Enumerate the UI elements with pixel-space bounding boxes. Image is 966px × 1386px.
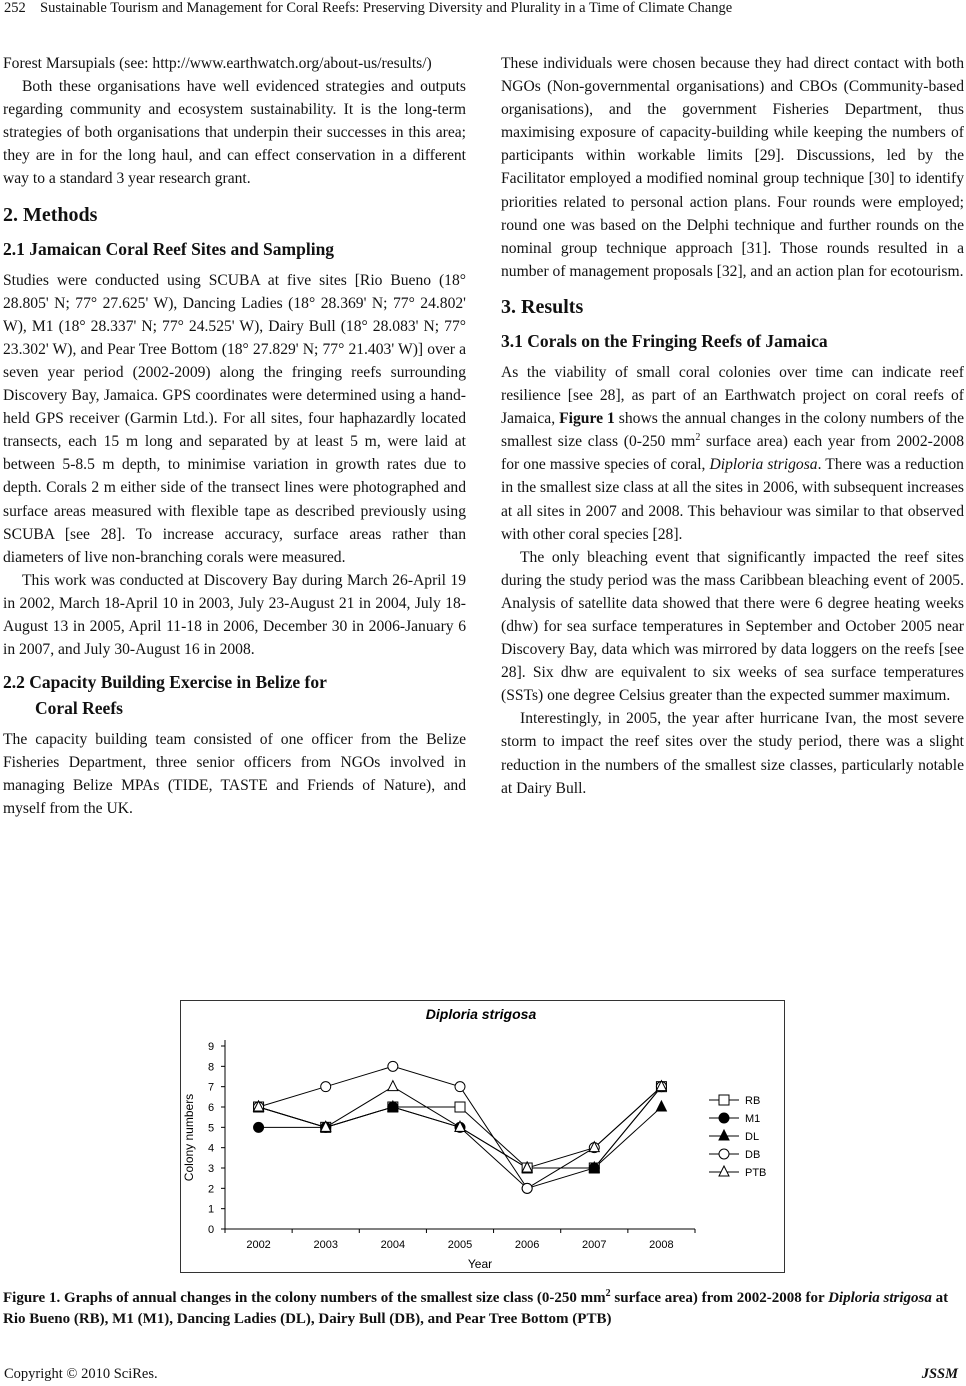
legend-marker-ptb xyxy=(719,1166,729,1176)
y-tick-label: 3 xyxy=(207,1163,215,1175)
caption-text: Figure 1. Graphs of annual changes in the colony numbers of the smallest size class (0-250 mm xyxy=(3,1290,606,1306)
data-point-db xyxy=(455,1082,465,1092)
subsection-heading-2-2-line2: Coral Reefs xyxy=(35,698,123,719)
paragraph: The capacity building team consisted of one officer from the Belize Fisheries Department, three senior officers from NGOs involved in managing Belize MPAs (TIDE, TASTE and Friends of Nature), and myself from the UK. xyxy=(3,731,466,818)
subsection-heading-2-1: 2.1 Jamaican Coral Reef Sites and Sampling xyxy=(3,238,335,259)
paragraph: The only bleaching event that significantly impacted the reef sites during the study period was the mass Caribbean bleaching event of 2005. Analysis of satellite data showed that there were 6 degree heating weeks (dhw) for sea surface temperatures in September and October 2005 near Discovery Bay, data which was mirrored by data loggers on the reefs [see 28]. Six dhw are equivalent to six weeks of sea surface temperatures (SSTs) one degree Celsius greater than the expected summer maximum. xyxy=(501,548,964,705)
legend-label-dl: DL xyxy=(745,1131,760,1143)
figure-reference-link[interactable]: Figure 1 xyxy=(559,410,615,428)
paragraph xyxy=(501,361,964,546)
series-line-dl xyxy=(259,1107,662,1168)
text-run: shows the annual changes in the colony numbers of the smallest size class (0-250 mm xyxy=(501,410,964,451)
y-tick-label: 0 xyxy=(207,1224,215,1236)
legend-marker-dl xyxy=(719,1130,729,1140)
chart-svg xyxy=(181,1001,784,1272)
y-tick-label: 9 xyxy=(207,1041,215,1053)
figure-caption xyxy=(3,1288,966,1330)
y-axis-label: Colony numbers xyxy=(182,1093,196,1182)
legend-marker-rb xyxy=(719,1095,729,1105)
legend-marker-db xyxy=(719,1149,729,1159)
subsection-heading-2-2-line1: 2.2 Capacity Building Exercise in Belize for xyxy=(3,672,327,693)
x-tick-label: 2008 xyxy=(649,1239,674,1251)
page-header xyxy=(0,0,966,22)
chart-title: Diploria strigosa xyxy=(425,1006,537,1022)
data-point-rb xyxy=(455,1102,465,1112)
data-point-db xyxy=(522,1183,532,1193)
text-run: As the viability of small coral colonies over time can indicate reef resilience [see 28], as part of an Earthwatch project on coral reefs of Jamaica, xyxy=(501,363,964,428)
species-name: Diploria strigosa xyxy=(709,456,818,474)
legend-marker-m1 xyxy=(719,1113,729,1123)
y-tick-label: 7 xyxy=(207,1081,215,1094)
paragraph: This work was conducted at Discovery Bay during March 26-April 19 in 2002, March 18-April 10 in 2003, July 23-August 21 in 2004, July 18-August 13 in 2005, April 11-18 in 2006, December 30 in 2006-January 6 in 2007, and July 30-August 16 in 2008. xyxy=(3,571,466,659)
right-column xyxy=(501,52,964,800)
paragraph: Studies were conducted using SCUBA at five sites [Rio Bueno (18° 28.805' N; 77° 27.625' W), Dancing Ladies (18° 28.369' N; 77° 24.802' W), M1 (18° 28.337' N; 77° 24.525' W), Dairy Bull (18° 28.083' N; 77° 23.302' W), and Pear Tree Bottom (18° 27.829' N; 77° 21.403' W)] over a seven year period (2002-2009) along the fringing reefs surrounding Discovery Bay, Jamaica. GPS coordinates were determined using a hand-held GPS receiver (Garmin Ltd.). For all sites, four haphazardly located transects, each 15 m long and separated by at least 5 m, were laid at between 5-8.5 m depth, to minimise variation in growth rates due to depth. Corals 2 m either side of the transect lines were photographed and surface areas measured with flexible tape as described previously using SCUBA [see 28]. To increase accuracy, surface areas rather than diameters of live non-branching corals were measured. xyxy=(3,271,466,566)
paragraph: Forest Marsupials (see: http://www.earthwatch.org/about-us/results/) xyxy=(3,55,432,72)
subsection-heading-2-2 xyxy=(3,669,466,721)
data-point-dl xyxy=(656,1101,666,1111)
y-tick-label: 1 xyxy=(207,1203,215,1216)
species-name: Diploria strigosa xyxy=(828,1290,932,1306)
legend-label-rb: RB xyxy=(745,1095,761,1107)
text-run: . There was a reduction in the smallest size class at all the sites in 2006, with subsequent increases at all sites in 2007 and 2008. This behaviour was similar to that observed with other coral species [28]. xyxy=(501,456,964,543)
y-tick-label: 5 xyxy=(207,1122,215,1135)
x-tick-label: 2006 xyxy=(514,1239,540,1251)
x-tick-label: 2003 xyxy=(313,1239,338,1251)
x-tick-label: 2004 xyxy=(380,1239,406,1251)
legend-label-db: DB xyxy=(745,1149,761,1161)
left-column xyxy=(3,52,466,821)
y-tick-label: 4 xyxy=(207,1142,215,1155)
copyright: Copyright © 2010 SciRes. xyxy=(4,1366,158,1382)
data-point-db xyxy=(321,1082,331,1092)
superscript: 2 xyxy=(605,1288,611,1299)
paragraph: Interestingly, in 2005, the year after hurricane Ivan, the most severe storm to impact the reef sites over the study period, there was a slight reduction in the numbers of the smallest size classes, particularly notable at Dairy Bull. xyxy=(501,710,964,797)
journal-abbrev: JSSM xyxy=(921,1366,958,1382)
section-heading-results: 3. Results xyxy=(501,295,584,318)
legend-label-ptb: PTB xyxy=(745,1167,767,1179)
subsection-heading-3-1: 3.1 Corals on the Fringing Reefs of Jamaica xyxy=(501,330,828,351)
y-tick-label: 8 xyxy=(207,1061,215,1074)
x-tick-label: 2002 xyxy=(246,1239,271,1251)
caption-text: surface area) from 2002-2008 for xyxy=(610,1290,829,1306)
page-footer xyxy=(4,1366,962,1383)
y-tick-label: 2 xyxy=(207,1183,215,1196)
x-tick-label: 2007 xyxy=(582,1239,607,1251)
data-point-ptb xyxy=(388,1081,398,1091)
running-title: Sustainable Tourism and Management for Coral Reefs: Preserving Diversity and Plurality in a Time of Climate Change xyxy=(40,0,733,16)
section-heading-methods: 2. Methods xyxy=(3,203,98,226)
x-axis-label: Year xyxy=(467,1257,493,1271)
caption-text: at Rio Bueno (RB), M1 (M1), Dancing Ladies (DL), Dairy Bull (DB), and Pear Tree Bottom (PTB) xyxy=(3,1290,949,1327)
paragraph: These individuals were chosen because they had direct contact with both NGOs (Non-governmental organisations) and CBOs (Community-based organisations), and the government Fisheries Department, thus maximising exposure of capacity-building while keeping the numbers of participants within workable limits [29]. Discussions, led by the Facilitator employed a modified nominal group technique [30] to identify priorities related to personal action plans. Four rounds were employed; round one was based on the Delphi technique and further rounds on the nominal group technique approach [31]. Those rounds resulted in a number of management proposals [32], and an action plan for ecotourism. xyxy=(501,55,964,280)
text-run: surface area) each year from 2002-2008 for one massive species of coral, xyxy=(501,433,965,474)
page-number: 252 xyxy=(4,0,26,16)
legend-label-m1: M1 xyxy=(745,1113,761,1125)
superscript: 2 xyxy=(695,432,701,444)
y-tick-label: 6 xyxy=(207,1102,215,1114)
paragraph: Both these organisations have well evidenced strategies and outputs regarding community and ecosystem sustainability. It is the long-term strategies of both organisations that underpin their successes in this area; they are in for the long haul, and can effect conservation in a different way to a standard 3 year research grant. xyxy=(3,78,466,188)
data-point-m1 xyxy=(254,1122,264,1132)
x-tick-label: 2005 xyxy=(447,1239,473,1251)
data-point-db xyxy=(388,1061,398,1071)
figure-1-chart xyxy=(180,1000,785,1273)
